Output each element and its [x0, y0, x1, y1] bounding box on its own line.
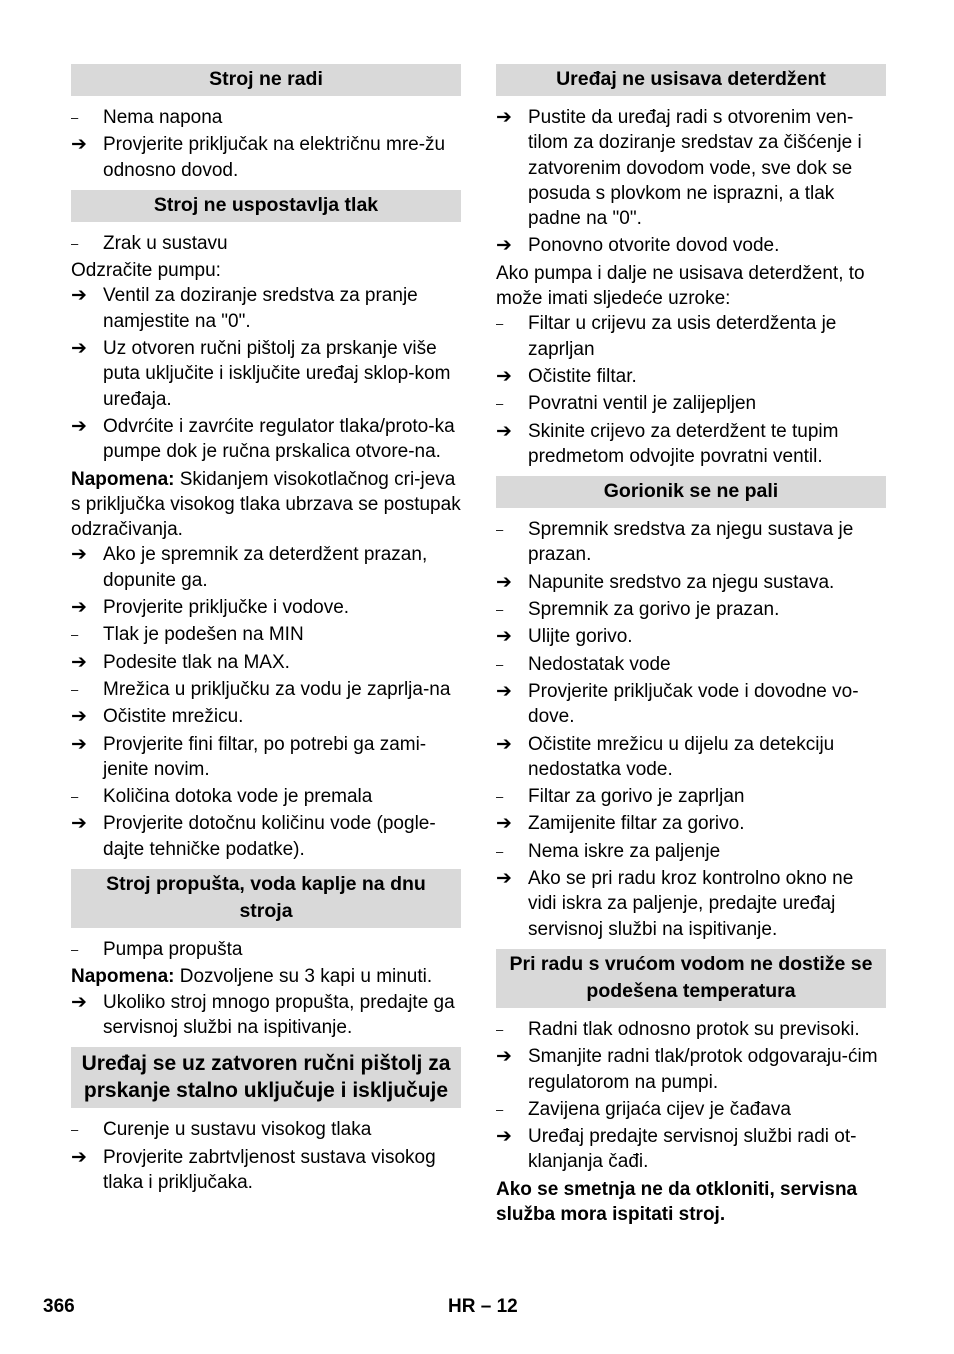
item-text: Povratni ventil je zalijepljen	[528, 393, 757, 415]
dash-icon: –	[71, 681, 79, 697]
paragraph: Odzračite pumpu:	[71, 260, 221, 282]
left-column	[71, 64, 461, 1197]
action-item	[71, 336, 461, 412]
item-text: Spremnik za gorivo je prazan.	[528, 599, 780, 621]
dash-icon: –	[71, 942, 79, 958]
item-text: Filtar u crijevu za usis deterdženta je zaprljan	[528, 313, 837, 360]
item-text: Ulijte gorivo.	[528, 626, 633, 648]
note-text: Skidanjem visokotlačnog cri-jeva s priključka visokog tlaka ubrzava se postupak odzračivanja.	[71, 468, 461, 541]
action-item	[71, 414, 461, 465]
item-text: Skinite crijevo za deterdžent te tupim predmetom odvojite povratni ventil.	[528, 420, 839, 467]
note	[71, 964, 461, 989]
item-text: Uz otvoren ručni pištolj za prskanje više puta uključite i isključite uređaj sklop-kom uređaja.	[103, 338, 451, 410]
item-text: Nedostatak vode	[528, 653, 671, 675]
dash-icon: –	[496, 843, 504, 859]
item-text: Provjerite priključak vode i dovodne vo-dove.	[528, 680, 859, 728]
section-heading: Uređaj ne usisava deterdžent	[496, 64, 886, 96]
cause-item	[71, 784, 461, 809]
dash-icon: –	[71, 789, 79, 805]
item-text: Provjerite priključak na električnu mre-žu odnosno dovod.	[103, 134, 446, 181]
cause-item	[71, 1117, 461, 1142]
arrow-right-icon: ➔	[71, 544, 87, 566]
paragraph: Ako pumpa i dalje ne usisava deterdžent, to može imati sljedeće uzroke:	[496, 262, 865, 310]
action-item	[496, 1124, 886, 1175]
arrow-right-icon: ➔	[71, 415, 87, 437]
action-item	[496, 624, 886, 649]
arrow-right-icon: ➔	[71, 813, 87, 835]
cause-item	[71, 622, 461, 647]
arrow-right-icon: ➔	[71, 1146, 87, 1168]
dash-icon: –	[496, 396, 504, 412]
item-text: Uređaj predajte servisnoj službi radi ot-klanjanja čađi.	[528, 1126, 857, 1173]
arrow-right-icon: ➔	[496, 626, 512, 648]
item-text: Ponovno otvorite dovod vode.	[528, 235, 780, 257]
action-item	[496, 364, 886, 389]
cause-item	[71, 937, 461, 962]
item-text: Zavijena grijaća cijev je čađava	[528, 1098, 791, 1120]
section-heading: Pri radu s vrućom vodom ne dostiže se podešena temperatura	[496, 949, 886, 1008]
item-text: Filtar za gorivo je zaprljan	[528, 786, 745, 808]
note-label: Napomena:	[71, 966, 175, 988]
item-text: Curenje u sustavu visokog tlaka	[103, 1119, 372, 1141]
item-text: Provjerite zabrtvljenost sustava visokog tlaka i priključaka.	[103, 1146, 436, 1193]
arrow-right-icon: ➔	[496, 1046, 512, 1068]
cause-item	[496, 652, 886, 677]
item-text: Očistite mrežicu.	[103, 706, 244, 728]
arrow-right-icon: ➔	[71, 338, 87, 360]
arrow-right-icon: ➔	[71, 597, 87, 619]
action-item	[71, 990, 461, 1041]
arrow-right-icon: ➔	[496, 235, 512, 257]
note-text: Dozvoljene su 3 kapi u minuti.	[174, 966, 433, 988]
item-text: Provjerite dotočnu količinu vode (pogle-dajte tehničke podatke).	[103, 813, 436, 860]
item-text: Spremnik sredstva za njegu sustava je prazan.	[528, 519, 854, 566]
cause-item	[496, 391, 886, 416]
cause-item	[496, 1017, 886, 1042]
section-label: HR – 12	[448, 1296, 518, 1317]
cause-item	[496, 517, 886, 568]
arrow-right-icon: ➔	[496, 420, 512, 442]
cause-item	[496, 784, 886, 809]
arrow-right-icon: ➔	[496, 571, 512, 593]
arrow-right-icon: ➔	[496, 107, 512, 128]
dash-icon: –	[496, 1101, 504, 1117]
item-text: Ako je spremnik za deterdžent prazan, dopunite ga.	[103, 544, 428, 591]
arrow-right-icon: ➔	[496, 868, 512, 890]
item-text: Očistite filtar.	[528, 365, 637, 387]
dash-icon: –	[71, 110, 79, 125]
action-item	[496, 570, 886, 595]
arrow-right-icon: ➔	[71, 991, 87, 1013]
action-item	[71, 811, 461, 862]
action-item	[496, 866, 886, 942]
item-text: Provjerite priključke i vodove.	[103, 597, 350, 619]
section-heading: Gorionik se ne pali	[496, 476, 886, 508]
arrow-right-icon: ➔	[71, 134, 87, 156]
item-text: Napunite sredstvo za njegu sustava.	[528, 571, 835, 593]
action-item	[71, 704, 461, 729]
dash-icon: –	[496, 522, 504, 538]
item-text: Ukoliko stroj mnogo propušta, predajte ga servisnoj službi na ispitivanje.	[103, 991, 455, 1038]
item-text: Nema napona	[103, 107, 223, 128]
cause-item	[71, 677, 461, 702]
item-text: Odvrćite i zavrćite regulator tlaka/proto-ka pumpe dok je ručna prskalica otvore-na.	[103, 415, 455, 463]
action-item	[496, 1044, 886, 1095]
item-text: Zrak u sustavu	[103, 232, 228, 254]
action-item	[71, 542, 461, 593]
item-text: Smanjite radni tlak/protok odgovaraju-ćim regulatorom na pumpi.	[528, 1046, 878, 1093]
item-text: Ako se pri radu kroz kontrolno okno ne vidi iskra za paljenje, predajte uređaj servisnoj službi na ispitivanje.	[528, 868, 854, 940]
arrow-right-icon: ➔	[71, 651, 87, 673]
action-item	[496, 105, 886, 231]
item-text: Zamijenite filtar za gorivo.	[528, 813, 745, 835]
item-text: Pustite da uređaj radi s otvorenim ven-tilom za doziranje sredstav za čišćenje i zatvorenim dovodom vode, sve dok se posuda s plovkom ne isprazni, a tlak padne na "0".	[528, 107, 862, 230]
action-item	[496, 419, 886, 470]
action-item	[496, 811, 886, 836]
action-item	[496, 233, 886, 258]
section-heading: Uređaj se uz zatvoren ručni pištolj za prskanje stalno uključuje i isključuje	[71, 1047, 461, 1108]
closing-note: Ako se smetnja ne da otkloniti, servisna služba mora ispitati stroj.	[496, 1178, 858, 1225]
item-text: Ventil za doziranje sredstva za pranje namjestite na "0".	[103, 285, 418, 332]
item-text: Količina dotoka vode je premala	[103, 786, 373, 808]
item-text: Mrežica u priključku za vodu je zaprlja-na	[103, 678, 451, 700]
action-item	[71, 650, 461, 675]
action-item	[496, 732, 886, 783]
arrow-right-icon: ➔	[496, 733, 512, 755]
section-heading: Stroj propušta, voda kaplje na dnu stroja	[71, 869, 461, 928]
action-item	[71, 595, 461, 620]
cause-item	[496, 597, 886, 622]
note	[71, 467, 461, 543]
cause-item	[71, 231, 461, 256]
item-text: Pumpa propušta	[103, 939, 243, 961]
item-text: Očistite mrežicu u dijelu za detekciju nedostatka vode.	[528, 733, 835, 780]
cause-item	[71, 105, 461, 130]
item-text: Provjerite fini filtar, po potrebi ga zami-jenite novim.	[103, 733, 427, 780]
action-item	[71, 1145, 461, 1196]
section-heading: Stroj ne uspostavlja tlak	[71, 190, 461, 222]
arrow-right-icon: ➔	[71, 285, 87, 307]
arrow-right-icon: ➔	[496, 813, 512, 835]
item-text: Radni tlak odnosno protok su previsoki.	[528, 1018, 860, 1040]
cause-item	[496, 311, 886, 362]
cause-item	[496, 1097, 886, 1122]
arrow-right-icon: ➔	[71, 706, 87, 728]
arrow-right-icon: ➔	[71, 733, 87, 755]
dash-icon: –	[496, 1021, 504, 1037]
cause-item	[496, 839, 886, 864]
arrow-right-icon: ➔	[496, 680, 512, 702]
action-item	[71, 283, 461, 334]
note-label: Napomena:	[71, 468, 175, 490]
page-number: 366	[43, 1296, 75, 1317]
dash-icon: –	[71, 1122, 79, 1138]
dash-icon: –	[71, 235, 79, 251]
action-item	[71, 132, 461, 183]
item-text: Podesite tlak na MAX.	[103, 651, 290, 673]
dash-icon: –	[71, 627, 79, 643]
dash-icon: –	[496, 316, 504, 332]
section-heading: Stroj ne radi	[71, 64, 461, 96]
dash-icon: –	[496, 789, 504, 805]
right-column	[496, 64, 886, 1227]
dash-icon: –	[496, 656, 504, 672]
item-text: Tlak je podešen na MIN	[103, 624, 304, 646]
arrow-right-icon: ➔	[496, 365, 512, 387]
item-text: Nema iskre za paljenje	[528, 840, 721, 862]
dash-icon: –	[496, 602, 504, 618]
action-item	[71, 732, 461, 783]
action-item	[496, 679, 886, 730]
arrow-right-icon: ➔	[496, 1126, 512, 1148]
